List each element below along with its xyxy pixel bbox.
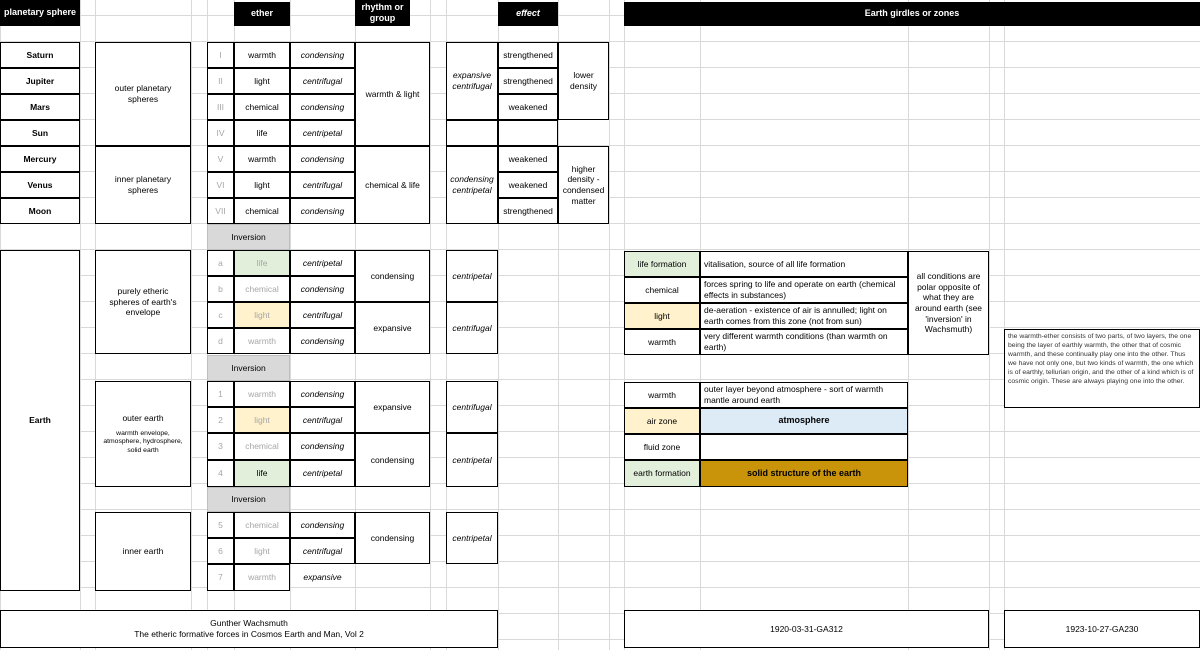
letter-cell: 4 [207,460,234,487]
motion-cell: centripetal [290,460,355,487]
effect-group-cell: centripetal [446,512,498,564]
rhythm-cell: expansive [355,302,430,354]
ether-cell: warmth [234,564,290,591]
effect-cell: weakened [498,94,558,120]
rhythm-chemical-life: chemical & life [355,146,430,224]
footer-source [0,610,498,648]
effect-cell: weakened [498,172,558,198]
motion-cell: condensing [290,381,355,407]
ether-cell-light: light [234,407,290,433]
motion-cell: centrifugal [290,407,355,433]
rhythm-cell: condensing [355,433,430,487]
planet-sun: Sun [0,120,80,146]
motion-cell: centrifugal [290,68,355,94]
planet-venus: Venus [0,172,80,198]
zone-desc: de-aeration - existence of air is annulled; light on earth comes from this zone (not from sun) [700,303,908,329]
letter-cell: d [207,328,234,354]
zone-desc-solid: solid structure of the earth [700,460,908,487]
group-outer-earth [95,381,191,487]
group-etheric-spheres: purely etheric spheres of earth's envelope [95,250,191,354]
effect-cell [498,120,558,146]
numeral-cell: III [207,94,234,120]
numeral-cell: VII [207,198,234,224]
effect-group-cell: centripetal [446,433,498,487]
motion-cell: condensing [290,512,355,538]
motion-cell: centrifugal [290,538,355,564]
ether-cell: chemical [234,198,290,224]
rhythm-warmth-light: warmth & light [355,42,430,146]
motion-cell: condensing [290,42,355,68]
ether-cell: life [234,120,290,146]
letter-cell: 7 [207,564,234,591]
motion-cell: condensing [290,198,355,224]
inversion-3: Inversion [207,487,290,512]
letter-cell: 2 [207,407,234,433]
motion-cell: condensing [290,146,355,172]
numeral-cell: VI [207,172,234,198]
letter-cell: 5 [207,512,234,538]
planet-mars: Mars [0,94,80,120]
zone-warmth: warmth [624,329,700,355]
group-inner-earth: inner earth [95,512,191,591]
zone-desc-atmosphere: atmosphere [700,408,908,434]
planet-moon: Moon [0,198,80,224]
outer-earth-label: outer earth [122,412,164,423]
motion-cell: centripetal [290,250,355,276]
numeral-cell: I [207,42,234,68]
inversion-2: Inversion [207,355,290,381]
effect-condensing-centripetal: condensing centripetal [446,146,498,224]
planet-mercury: Mercury [0,146,80,172]
header-ether: ether [234,2,290,26]
effect-expansive-centrifugal: expansive centrifugal [446,42,498,120]
header-rhythm: rhythm or group [355,0,410,26]
footer-ref-2: 1923-10-27-GA230 [1004,610,1200,648]
letter-cell: c [207,302,234,328]
ether-cell: warmth [234,381,290,407]
ether-cell: chemical [234,433,290,460]
density-lower: lower density [558,42,609,120]
ether-cell-life: life [234,460,290,487]
zone-desc: vitalisation, source of all life formation [700,251,908,277]
effect-cell: strengthened [498,68,558,94]
motion-cell: condensing [290,276,355,302]
planet-jupiter: Jupiter [0,68,80,94]
letter-cell: b [207,276,234,302]
zone-light: light [624,303,700,329]
motion-cell: condensing [290,94,355,120]
motion-cell: condensing [290,433,355,460]
footer-author: Gunther Wachsmuth [210,618,288,629]
inversion-1: Inversion [207,224,290,250]
motion-cell: expansive [303,572,342,583]
zones-polar-note: all conditions are polar opposite of what they are around earth (see 'inversion' in Wachsmuth) [908,251,989,355]
zone-desc [700,434,908,460]
motion-cell: condensing [290,328,355,354]
zone-air: air zone [624,408,700,434]
zone-life-formation: life formation [624,251,700,277]
motion-cell: centrifugal [290,302,355,328]
effect-cell: strengthened [498,198,558,224]
zone-desc: very different warmth conditions (than warmth on earth) [700,329,908,355]
footer-ref-1: 1920-03-31-GA312 [624,610,989,648]
footer-book-title: The etheric formative forces in Cosmos Earth and Man, Vol 2 [134,629,364,639]
rhythm-cell: condensing [355,512,430,564]
motion-cell: centrifugal [290,172,355,198]
effect-cell: strengthened [498,42,558,68]
zone-fluid: fluid zone [624,434,700,460]
letter-cell: 1 [207,381,234,407]
ether-cell: chemical [234,276,290,302]
motion-cell: centripetal [290,120,355,146]
ether-cell: warmth [234,42,290,68]
numeral-cell: V [207,146,234,172]
ether-cell: warmth [234,328,290,354]
rhythm-cell: expansive [355,381,430,433]
effect-group-cell: centripetal [446,250,498,302]
header-earth-girdles: Earth girdles or zones [624,2,1200,26]
ether-cell: chemical [234,512,290,538]
effect-empty-cell [446,120,498,146]
numeral-cell: II [207,68,234,94]
ether-cell-light: light [234,302,290,328]
ether-cell-life: life [234,250,290,276]
effect-group-cell: centrifugal [446,381,498,433]
zone-earth-formation: earth formation [624,460,700,487]
planet-saturn: Saturn [0,42,80,68]
numeral-cell: IV [207,120,234,146]
warmth-ether-note: the warmth-ether consists of two parts, of two layers, the one being the layer of earthly warmth, the other that of cosmic warmth, and these continually play one into the other. Thus we have not only one, but two kinds of warmth, the one which is of earthly, tellurian origin, and the other of a kind which is of cosmic origin. These are always playing one into the other. [1004,329,1200,408]
zone-chemical: chemical [624,277,700,303]
effect-cell: weakened [498,146,558,172]
letter-cell: a [207,250,234,276]
zone-desc: outer layer beyond atmosphere - sort of warmth mantle around earth [700,382,908,408]
rhythm-cell: condensing [355,250,430,302]
group-outer-spheres: outer planetary spheres [95,42,191,146]
outer-earth-sublabel: warmth envelope, atmosphere, hydrosphere, solid earth [103,429,183,454]
density-higher: higher density - condensed matter [558,146,609,224]
group-inner-spheres: inner planetary spheres [95,146,191,224]
letter-cell: 6 [207,538,234,564]
header-planetary-sphere: planetary sphere [0,0,80,26]
ether-cell: chemical [234,94,290,120]
zone-desc: forces spring to life and operate on earth (chemical effects in substances) [700,277,908,303]
zone-warmth-outer: warmth [624,382,700,408]
letter-cell: 3 [207,433,234,460]
header-effect: effect [498,2,558,26]
effect-group-cell: centrifugal [446,302,498,354]
ether-cell: light [234,172,290,198]
ether-cell: light [234,538,290,564]
ether-cell: light [234,68,290,94]
earth-cell: Earth [0,250,80,591]
ether-cell: warmth [234,146,290,172]
